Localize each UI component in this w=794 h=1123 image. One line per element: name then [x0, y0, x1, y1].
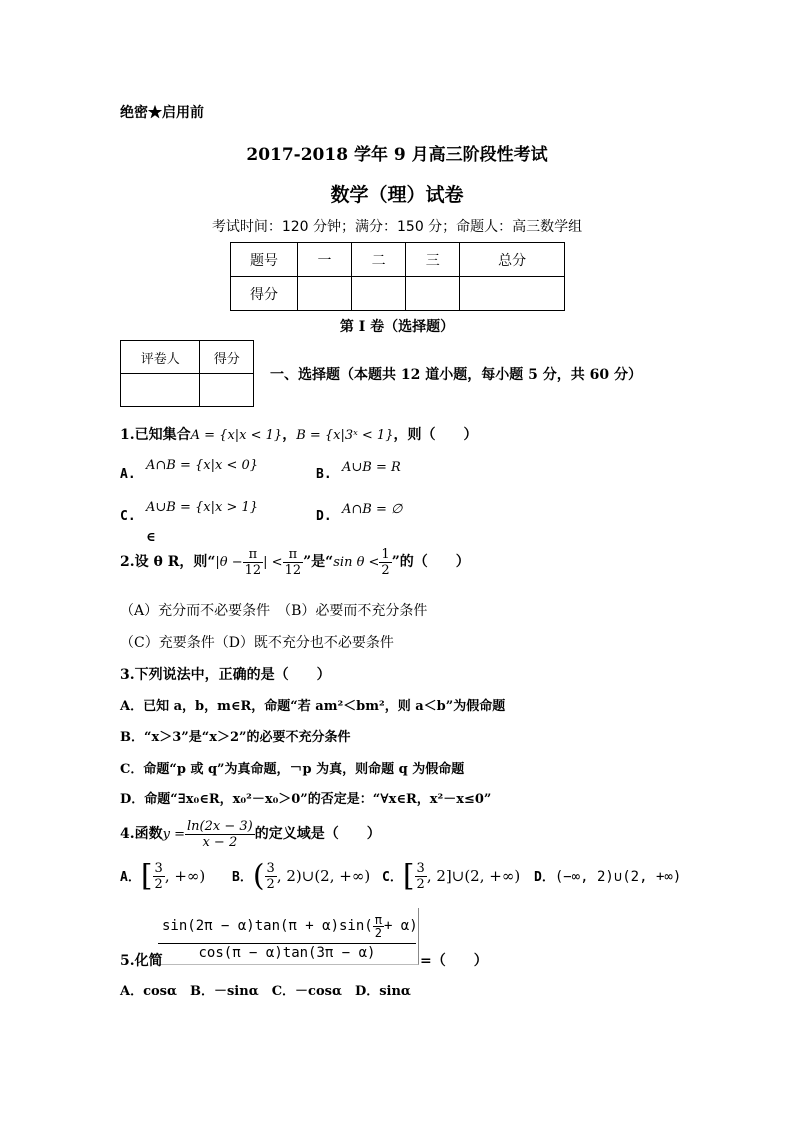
grader-header-cell: 得分 [200, 341, 254, 374]
q5-numerator-text: sin(2π − α)tan(π + α)sin( [162, 918, 373, 934]
q4-option-c-bracket: [ [402, 858, 415, 894]
q4-option-c [382, 856, 520, 898]
q5-options: A．cosα B．－sinα C．－cosα D．sinα [120, 984, 411, 999]
fraction-denominator: 2 [374, 925, 382, 940]
q2-fraction-half [379, 547, 391, 578]
fraction-numerator: 3 [154, 861, 163, 876]
q4-y: y = [162, 827, 185, 842]
score-blank-cell [298, 277, 352, 311]
q2-prefix: 2.设 θ R，则“ [120, 554, 216, 570]
score-header-cell: 一 [298, 243, 352, 277]
q3-option-c: C．命题“p 或 q”为真命题，￢p 为真，则命题 q 为假命题 [120, 762, 465, 777]
q5-numerator [162, 912, 418, 940]
exam-subtitle: 数学（理）试卷 [330, 184, 464, 206]
q1-suffix: ，则（ ） [393, 427, 478, 443]
q2-belongs-symbol: ∈ [146, 530, 156, 545]
q1-option-d: A∩B = ∅ [342, 502, 403, 517]
q4-stem [120, 814, 381, 855]
q1-option-b: A∪B = R [342, 460, 401, 475]
score-table [230, 242, 565, 311]
q1-option-d-label: D. [316, 509, 332, 524]
q1-stem [120, 424, 477, 444]
q1-set-a: A = {x|x < 1} [190, 428, 283, 443]
q1-option-a-label: A. [120, 467, 136, 482]
fraction-denominator: 2 [154, 877, 163, 892]
q5-fraction-bar [158, 943, 416, 944]
fraction-numerator: 1 [381, 546, 390, 562]
q4-option-b-bracket: ( [252, 858, 265, 894]
q4-option-a-label: A． [120, 870, 141, 885]
score-label-cell: 得分 [231, 277, 298, 311]
q1-option-a: A∩B = {x|x < 0} [146, 458, 259, 473]
score-header-cell: 三 [406, 243, 460, 277]
q4-option-b [232, 856, 370, 898]
q4-option-b-fraction [265, 861, 277, 892]
q5-denominator: cos(π − α)tan(3π − α) [198, 945, 376, 961]
q2-fraction-pi-12 [243, 547, 264, 578]
q2-cond1-post: | < [263, 555, 283, 570]
q5-fraction-pi-2 [373, 914, 384, 939]
q4-option-a-fraction [153, 861, 165, 892]
q2-cond2-pre: sin θ < [333, 555, 380, 570]
score-header-cell: 二 [352, 243, 406, 277]
q4-option-c-label: C． [382, 870, 403, 885]
fraction-denominator: 2 [266, 877, 275, 892]
q1-sep: ， [282, 427, 297, 443]
q2-fraction-pi-12-right [283, 547, 304, 578]
q2-suffix: ”的（ ） [391, 554, 470, 570]
q4-option-d [534, 856, 681, 898]
q3-option-d: D．命题“∃x₀∈R，x₀²－x₀＞0”的否定是：“∀x∈R，x²－x≤0” [120, 792, 492, 807]
fraction-denominator: 2 [416, 877, 425, 892]
q4-option-b-label: B． [232, 870, 253, 885]
fraction-denominator: 12 [244, 562, 262, 578]
q4-option-d-text: (−∞, 2)∪(2, +∞) [554, 869, 682, 885]
q4-fraction [185, 819, 255, 850]
fraction-numerator: ln(2x − 3) [187, 818, 253, 834]
q4-option-a-bracket: [ [140, 858, 153, 894]
score-header-cell: 总分 [460, 243, 565, 277]
q1-option-b-label: B. [316, 467, 332, 482]
confidential-mark: 绝密★启用前 [120, 105, 204, 121]
score-blank-cell [460, 277, 565, 311]
fraction-denominator: 12 [284, 562, 302, 578]
q4-option-c-tail: , 2]∪(2, +∞) [426, 867, 521, 885]
q4-prefix: 4.函数 [120, 826, 163, 842]
exam-info: 考试时间：120 分钟；满分：150 分；命题人：高三数学组 [211, 219, 583, 235]
q3-option-b: B．“x＞3”是“x＞2”的必要不充分条件 [120, 730, 351, 745]
score-blank-cell [352, 277, 406, 311]
q4-options [120, 856, 205, 898]
part1-title: 一、选择题（本题共 12 道小题，每小题 5 分，共 60 分） [270, 367, 642, 383]
q1-prefix: 1.已知集合 [120, 427, 191, 443]
q4-option-d-label: D． [534, 870, 555, 885]
q2-mid: ”是“ [303, 554, 334, 570]
fraction-numerator: 3 [266, 861, 275, 876]
q4-suffix: 的定义域是（ ） [254, 826, 381, 842]
q3-stem: 3.下列说法中，正确的是（ ） [120, 667, 331, 683]
q2-cond1-pre: |θ − [215, 555, 243, 570]
q2-options-ab: （A）充分而不必要条件 （B）必要而不充分条件 [120, 603, 428, 619]
q1-option-c-label: C. [120, 509, 136, 524]
q5-formula-box [158, 908, 419, 965]
q3-option-a: A．已知 a，b，m∈R，命题“若 am²＜bm²，则 a＜b”为假命题 [120, 699, 506, 714]
fraction-numerator: 3 [416, 861, 425, 876]
q1-set-b: B = {x|3ˣ < 1} [296, 428, 394, 443]
q4-option-a-tail: , +∞) [164, 867, 206, 885]
score-blank-cell [406, 277, 460, 311]
q1-option-c: A∪B = {x|x > 1} [146, 500, 259, 515]
q5-prefix: 5.化简 [120, 953, 163, 969]
score-header-cell: 题号 [231, 243, 298, 277]
q2-stem [120, 546, 470, 579]
q4-option-c-fraction [415, 861, 427, 892]
fraction-denominator: 2 [381, 562, 390, 578]
q5-numerator-tail: + α) [383, 918, 418, 934]
grader-header-cell: 评卷人 [121, 341, 200, 374]
q5-suffix: =（ ） [420, 953, 488, 969]
fraction-denominator: x − 2 [202, 834, 238, 850]
q4-option-b-tail: , 2)∪(2, +∞) [276, 867, 371, 885]
fraction-numerator: π [283, 547, 304, 563]
grader-blank-cell [200, 374, 254, 407]
grader-blank-cell [121, 374, 200, 407]
fraction-numerator: π [243, 547, 264, 563]
q2-options-cd: （C）充要条件（D）既不充分也不必要条件 [120, 635, 394, 651]
fraction-numerator: π [374, 912, 382, 927]
section-title: 第 I 卷（选择题） [339, 319, 455, 335]
exam-title: 2017-2018 学年 9 月高三阶段性考试 [246, 145, 548, 165]
grader-table [120, 340, 254, 407]
